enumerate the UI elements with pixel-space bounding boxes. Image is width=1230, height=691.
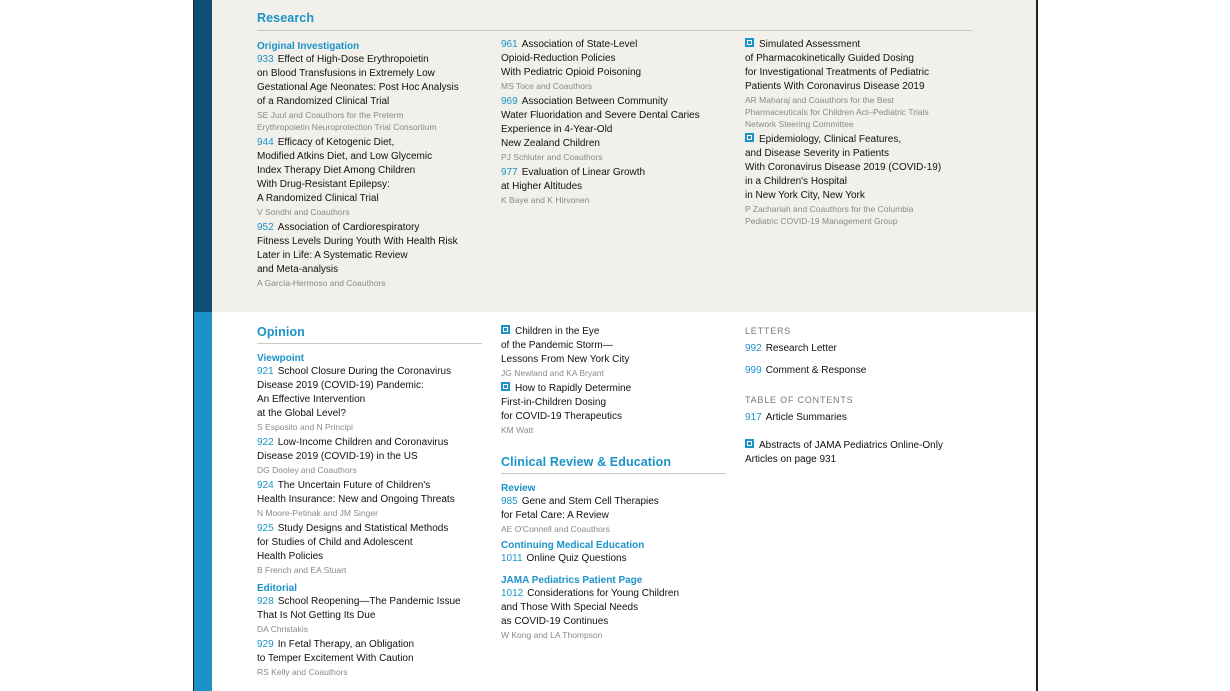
toc-item-label: Article Summaries (765, 412, 847, 423)
article-authors: KM Watt (501, 425, 534, 435)
article-authors: S Esposito and N Principi (257, 422, 353, 432)
article-authors: V Sondhi and Coauthors (257, 207, 350, 217)
page-number: 922 (257, 437, 274, 448)
page-number: 917 (745, 412, 762, 423)
article-title: How to Rapidly Determine First-in-Children Dosing for COVID-19 Therapeutics (501, 383, 632, 422)
opinion-col-2 (501, 325, 736, 439)
article-authors: P Zachariah and Coauthors for the Columbia Pediatric COVID-19 Management Group (745, 204, 914, 226)
article-authors: SE Juul and Coauthors for the Preterm Erythropoietin Neuroprotection Trial Consortium (257, 110, 437, 132)
clinical-review-heading: Clinical Review & Education (501, 455, 672, 469)
research-col-2 (501, 38, 736, 209)
article-title: Association of State-Level Opioid-Reduction Policies With Pediatric Opioid Poisoning (501, 39, 642, 78)
article-entry[interactable] (257, 53, 492, 133)
opinion-col-1 (257, 350, 492, 681)
article-title: Simulated Assessment of Pharmacokinetically Guided Dosing for Investigational Treatments of Pediatric Patients With Coronavirus Disease 2019 (745, 39, 929, 92)
page-number: 925 (257, 523, 274, 534)
article-authors: JG Newland and KA Bryant (501, 368, 605, 378)
page-number: 929 (257, 639, 274, 650)
page-number: 924 (257, 480, 274, 491)
clinical-review-col (501, 480, 736, 644)
article-title: Considerations for Young Children and Those With Special Needs as COVID-19 Continues (501, 588, 680, 627)
article-entry[interactable] (257, 365, 492, 433)
page-number: 999 (745, 365, 762, 376)
page-number: 921 (257, 366, 274, 377)
page-number: 969 (501, 96, 518, 107)
page-number: 952 (257, 222, 274, 233)
original-investigation-subheading: Original Investigation (257, 41, 360, 52)
research-col-1 (257, 38, 492, 292)
editorial-subheading: Editorial (257, 583, 298, 594)
page-number: 944 (257, 137, 274, 148)
article-entry[interactable] (501, 495, 736, 535)
online-article-entry[interactable] (501, 382, 736, 436)
page-number: 1012 (501, 588, 524, 599)
viewpoint-subheading: Viewpoint (257, 353, 305, 364)
article-title: Children in the Eye of the Pandemic Storm— Lessons From New York City (501, 326, 630, 365)
page-number: 928 (257, 596, 274, 607)
research-rule (257, 30, 972, 31)
page-number: 1011 (501, 553, 523, 564)
article-title: Association Between Community Water Fluoridation and Severe Dental Caries Experience in 4-Year-Old New Zealand Children (501, 96, 700, 149)
article-title: The Uncertain Future of Children's Health Insurance: New and Ongoing Threats (257, 480, 455, 505)
letters-item-label: Research Letter (765, 343, 837, 354)
toc-item[interactable] (745, 411, 985, 425)
online-only-icon (745, 439, 754, 448)
article-authors: DG Dooley and Coauthors (257, 465, 357, 475)
toc-heading: TABLE OF CONTENTS (745, 395, 854, 405)
online-only-icon (501, 325, 510, 334)
article-authors: RS Kelly and Coauthors (257, 667, 348, 677)
article-entry[interactable] (257, 595, 492, 635)
article-title: Epidemiology, Clinical Features, and Disease Severity in Patients With Coronavirus Disease 2019 (COVID-19) in a Children's Hospital in New York City, New York (745, 134, 942, 201)
article-title: Study Designs and Statistical Methods for Studies of Child and Adolescent Health Policies (257, 523, 449, 562)
online-article-entry[interactable] (745, 133, 985, 227)
cme-subheading: Continuing Medical Education (501, 540, 645, 551)
article-authors: N Moore-Petinak and JM Singer (257, 508, 378, 518)
online-article-entry[interactable] (501, 325, 736, 379)
article-authors: PJ Schluter and Coauthors (501, 152, 603, 162)
article-title: School Reopening—The Pandemic Issue That Is Not Getting Its Due (257, 596, 461, 621)
article-entry[interactable] (257, 136, 492, 218)
article-entry[interactable] (257, 221, 492, 289)
spine-bar-dark (194, 0, 212, 312)
letters-item[interactable] (745, 342, 985, 356)
article-authors: B French and EA Stuart (257, 565, 347, 575)
letters-item[interactable] (745, 364, 985, 378)
research-col-3 (745, 38, 985, 230)
online-only-note-text: Abstracts of JAMA Pediatrics Online-Only Articles on page 931 (745, 440, 943, 465)
article-authors: MS Toce and Coauthors (501, 81, 593, 91)
article-entry[interactable] (257, 522, 492, 576)
page-number: 933 (257, 54, 274, 65)
article-authors: W Kong and LA Thompson (501, 630, 603, 640)
article-authors: AE O'Connell and Coauthors (501, 524, 610, 534)
page-number: 977 (501, 167, 518, 178)
journal-page (193, 0, 1038, 691)
letters-item-label: Comment & Response (765, 365, 867, 376)
article-entry[interactable] (501, 166, 736, 206)
online-only-icon (501, 382, 510, 391)
review-subheading: Review (501, 483, 536, 494)
spine-bar-light (194, 312, 212, 691)
research-heading: Research (257, 11, 315, 25)
article-authors: AR Maharaj and Coauthors for the Best Pharmaceuticals for Children Act–Pediatric Trials Network Steering Committee (745, 95, 929, 129)
page-number: 992 (745, 343, 762, 354)
online-only-note (745, 439, 985, 467)
article-title: Efficacy of Ketogenic Diet, Modified Atkins Diet, and Low Glycemic Index Therapy Diet Among Children With Drug-Resistant Epilepsy: A Randomized Clinical Trial (257, 137, 433, 204)
online-article-entry[interactable] (745, 38, 985, 130)
patient-page-subheading: JAMA Pediatrics Patient Page (501, 575, 643, 586)
article-title: Low-Income Children and Coronavirus Disease 2019 (COVID-19) in the US (257, 437, 449, 462)
letters-heading: LETTERS (745, 326, 792, 336)
article-authors: K Baye and K Hirvonen (501, 195, 590, 205)
online-only-icon (745, 133, 754, 142)
online-only-icon (745, 38, 754, 47)
article-title: Association of Cardiorespiratory Fitness Levels During Youth With Health Risk Later in Life: A Systematic Review and Meta-analysis (257, 222, 458, 275)
article-title: Online Quiz Questions (526, 553, 627, 564)
page-number: 985 (501, 496, 518, 507)
article-entry[interactable] (501, 552, 736, 566)
article-title: Evaluation of Linear Growth at Higher Altitudes (501, 167, 646, 192)
opinion-rule (257, 343, 482, 344)
page-number: 961 (501, 39, 518, 50)
article-title: School Closure During the Coronavirus Disease 2019 (COVID-19) Pandemic: An Effective Intervention at the Global Level? (257, 366, 452, 419)
article-authors: DA Christakis (257, 624, 309, 634)
article-title: In Fetal Therapy, an Obligation to Temper Excitement With Caution (257, 639, 415, 664)
article-entry[interactable] (257, 638, 492, 678)
article-entry[interactable] (501, 95, 736, 163)
article-title: Gene and Stem Cell Therapies for Fetal Care: A Review (501, 496, 659, 521)
letters-col (745, 325, 985, 467)
opinion-heading: Opinion (257, 325, 305, 339)
clinical-review-rule (501, 473, 726, 474)
article-authors: A García-Hermoso and Coauthors (257, 278, 386, 288)
article-entry[interactable] (501, 38, 736, 92)
article-entry[interactable] (501, 587, 736, 641)
article-title: Effect of High-Dose Erythropoietin on Blood Transfusions in Extremely Low Gestational Age Neonates: Post Hoc Analysis of a Randomized Clinical Trial (257, 54, 459, 107)
article-entry[interactable] (257, 479, 492, 519)
article-entry[interactable] (257, 436, 492, 476)
